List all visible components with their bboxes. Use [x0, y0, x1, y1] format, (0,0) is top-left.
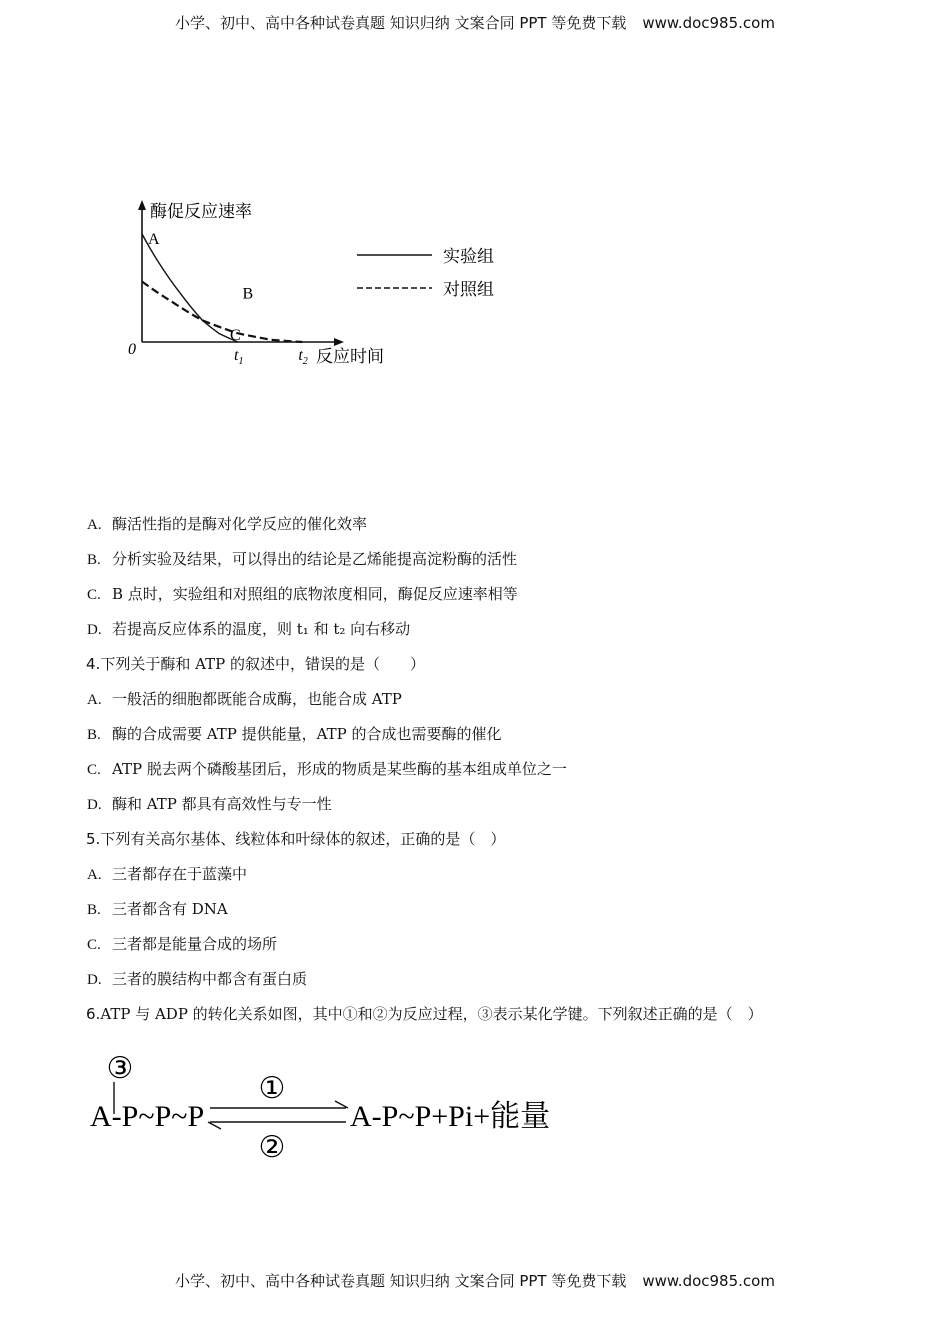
chart-svg — [120, 192, 540, 382]
legend-label-experimental: 实验组 — [443, 247, 494, 267]
q4-option-d — [87, 793, 332, 814]
option-letter: B. — [87, 552, 101, 568]
forward-arrow-head — [335, 1101, 348, 1108]
option-letter: D. — [87, 622, 102, 638]
q5-option-c — [87, 933, 277, 954]
atp-svg — [88, 1048, 568, 1168]
option-text: 分析实验及结果，可以得出的结论是乙烯能提高淀粉酶的活性 — [112, 550, 518, 568]
q5-option-d — [87, 968, 307, 989]
question-stem: ATP 与 ADP 的转化关系如图，其中①和②为反应过程，③表示某化学键。下列叙述正确的是（ ） — [100, 1005, 763, 1023]
q3-option-a — [87, 513, 367, 534]
q4-option-b — [87, 723, 502, 744]
header-text: 小学、初中、高中各种试卷真题 知识归纳 文案合同 PPT 等免费下载 — [175, 14, 627, 32]
option-text: ATP 脱去两个磷酸基团后，形成的物质是某些酶的基本组成单位之一 — [112, 760, 567, 778]
option-text: B 点时，实验组和对照组的底物浓度相同，酶促反应速率相等 — [112, 585, 518, 603]
x-axis-label: 反应时间 — [316, 347, 384, 367]
question-5 — [86, 828, 505, 849]
question-stem: 下列有关高尔基体、线粒体和叶绿体的叙述，正确的是（ ） — [100, 830, 506, 848]
q5-option-a — [87, 863, 247, 884]
x-tick-label-2: $t_2$ — [298, 347, 308, 367]
option-text: 三者都是能量合成的场所 — [112, 935, 278, 953]
enzyme-rate-chart — [120, 192, 540, 382]
option-letter: A. — [87, 517, 102, 533]
option-text: 酶的合成需要 ATP 提供能量，ATP 的合成也需要酶的催化 — [112, 725, 502, 743]
question-number: 4. — [86, 655, 101, 673]
question-6 — [86, 1003, 763, 1024]
question-number: 6. — [86, 1005, 101, 1023]
option-letter: B. — [87, 727, 101, 743]
point-label-a: A — [148, 231, 160, 248]
q4-option-a — [87, 688, 402, 709]
option-letter: C. — [87, 587, 101, 603]
reverse-arrow-head — [208, 1122, 221, 1129]
reaction-marker-2: ② — [258, 1130, 286, 1165]
point-label-c: C — [230, 327, 241, 344]
series-control-line — [142, 282, 302, 342]
option-letter: B. — [87, 902, 101, 918]
question-number: 5. — [86, 830, 101, 848]
header-url[interactable]: www.doc985.com — [642, 14, 775, 32]
bond-marker-3: ③ — [106, 1051, 134, 1086]
atp-adp-diagram — [88, 1048, 568, 1168]
option-text: 酶活性指的是酶对化学反应的催化效率 — [112, 515, 368, 533]
x-tick-label-1: $t_1$ — [234, 347, 244, 367]
option-letter: C. — [87, 762, 101, 778]
option-text: 三者的膜结构中都含有蛋白质 — [112, 970, 308, 988]
atp-formula: A-P~P~P — [90, 1100, 205, 1133]
q3-option-d — [87, 618, 410, 639]
option-text: 一般活的细胞都既能合成酶，也能合成 ATP — [112, 690, 402, 708]
option-letter: A. — [87, 867, 102, 883]
question-stem: 下列关于酶和 ATP 的叙述中，错误的是（ ） — [100, 655, 425, 673]
origin-label: 0 — [128, 341, 136, 358]
reaction-marker-1: ① — [258, 1071, 286, 1106]
option-letter: D. — [87, 972, 102, 988]
footer-text: 小学、初中、高中各种试卷真题 知识归纳 文案合同 PPT 等免费下载 — [175, 1272, 627, 1290]
footer-url[interactable]: www.doc985.com — [642, 1272, 775, 1290]
option-text: 三者都含有 DNA — [112, 900, 228, 918]
q3-option-b — [87, 548, 517, 569]
question-4 — [86, 653, 425, 674]
page-header — [0, 12, 950, 33]
option-text: 酶和 ATP 都具有高效性与专一性 — [112, 795, 332, 813]
option-letter: C. — [87, 937, 101, 953]
x-axis-arrow — [334, 338, 344, 346]
page-footer — [0, 1270, 950, 1291]
q5-option-b — [87, 898, 228, 919]
point-label-b: B — [242, 285, 254, 303]
series-experimental-line — [142, 234, 238, 342]
option-text: 三者都存在于蓝藻中 — [112, 865, 248, 883]
option-text: 若提高反应体系的温度，则 t₁ 和 t₂ 向右移动 — [112, 620, 411, 638]
adp-formula: A-P~P+Pi+能量 — [350, 1100, 551, 1133]
y-axis-arrow — [138, 200, 146, 210]
option-letter: D. — [87, 797, 102, 813]
q3-option-c — [87, 583, 518, 604]
y-axis-label: 酶促反应速率 — [150, 202, 252, 222]
legend-label-control: 对照组 — [443, 280, 494, 300]
q4-option-c — [87, 758, 567, 779]
option-letter: A. — [87, 692, 102, 708]
